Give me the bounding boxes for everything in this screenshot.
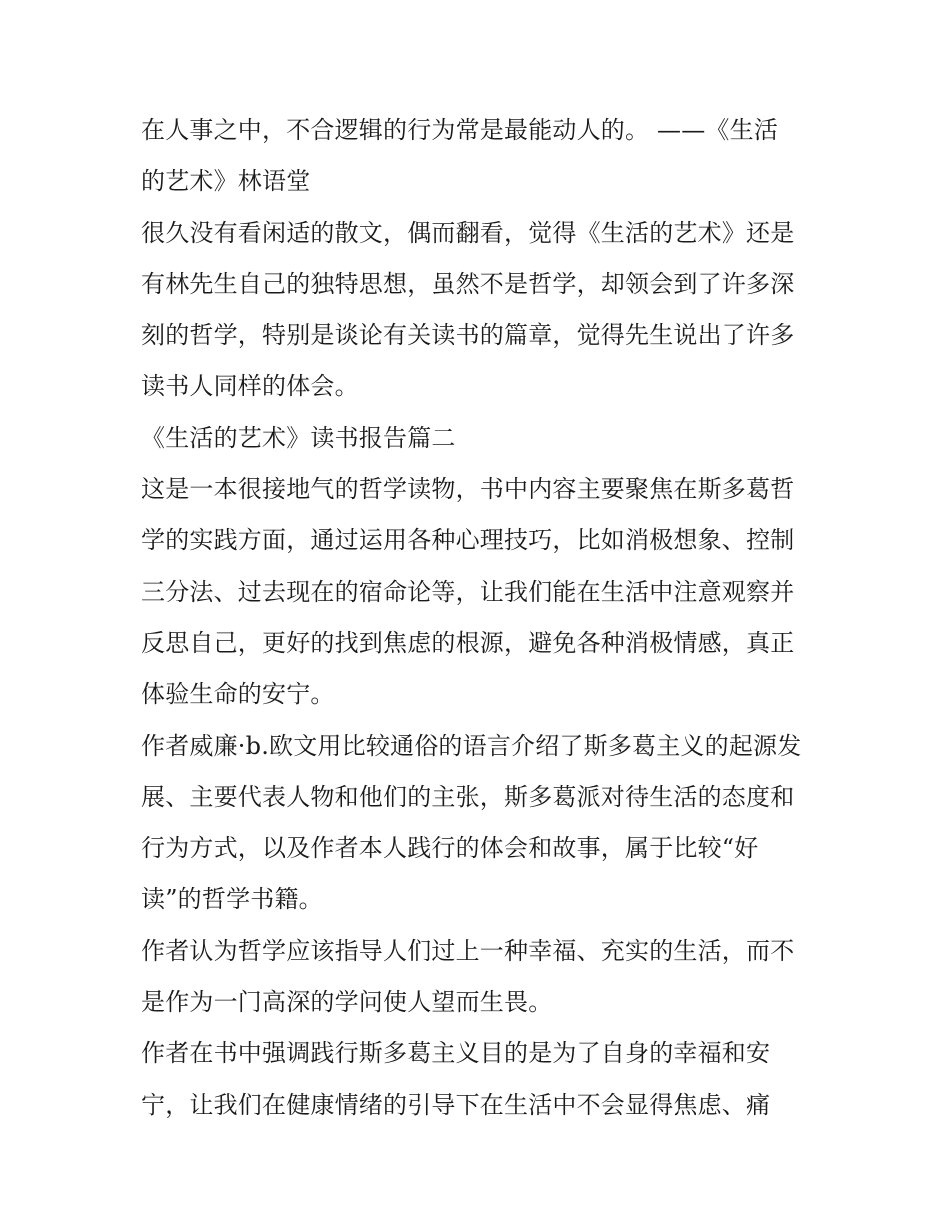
text-line: 反思自己，更好的找到焦虑的根源，避免各种消极情感，真正 bbox=[141, 628, 795, 657]
text-line: 的艺术》林语堂 bbox=[141, 167, 311, 196]
text-line: 是作为一门高深的学问使人望而生畏。 bbox=[141, 988, 553, 1017]
document-body bbox=[141, 105, 821, 1131]
text-line: 行为方式，以及作者本人践行的体会和故事，属于比较“好 bbox=[141, 834, 759, 863]
text-line: 体验生命的安宁。 bbox=[141, 680, 335, 709]
text-line: 读”的哲学书籍。 bbox=[141, 885, 323, 914]
text-line: 学的实践方面，通过运用各种心理技巧，比如消极想象、控制 bbox=[141, 526, 795, 555]
text-line: 在人事之中，不合逻辑的行为常是最能动人的。 ——《生活 bbox=[141, 116, 779, 144]
text-line: 展、主要代表人物和他们的主张，斯多葛派对待生活的态度和 bbox=[141, 782, 795, 811]
text-line: 很久没有看闲适的散文，偶而翻看，觉得《生活的艺术》还是 bbox=[141, 218, 795, 247]
text-line: 读书人同样的体会。 bbox=[141, 372, 359, 401]
section-heading: 《生活的艺术》读书报告篇二 bbox=[141, 423, 456, 452]
text-line: 宁，让我们在健康情绪的引导下在生活中不会显得焦虑、痛 bbox=[141, 1090, 771, 1119]
text-line: 刻的哲学，特别是谈论有关读书的篇章，觉得先生说出了许多 bbox=[141, 321, 795, 350]
text-line: 作者在书中强调践行斯多葛主义目的是为了自身的幸福和安 bbox=[141, 1039, 771, 1068]
text-line: 这是一本很接地气的哲学读物，书中内容主要聚焦在斯多葛哲 bbox=[141, 475, 795, 504]
text-line: 三分法、过去现在的宿命论等，让我们能在生活中注意观察并 bbox=[141, 577, 795, 606]
text-line: 有林先生自己的独特思想，虽然不是哲学，却领会到了许多深 bbox=[141, 269, 795, 298]
text-line: 作者认为哲学应该指导人们过上一种幸福、充实的生活，而不 bbox=[141, 936, 795, 965]
text-line: 作者威廉·b.欧文用比较通俗的语言介绍了斯多葛主义的起源发 bbox=[141, 731, 802, 760]
